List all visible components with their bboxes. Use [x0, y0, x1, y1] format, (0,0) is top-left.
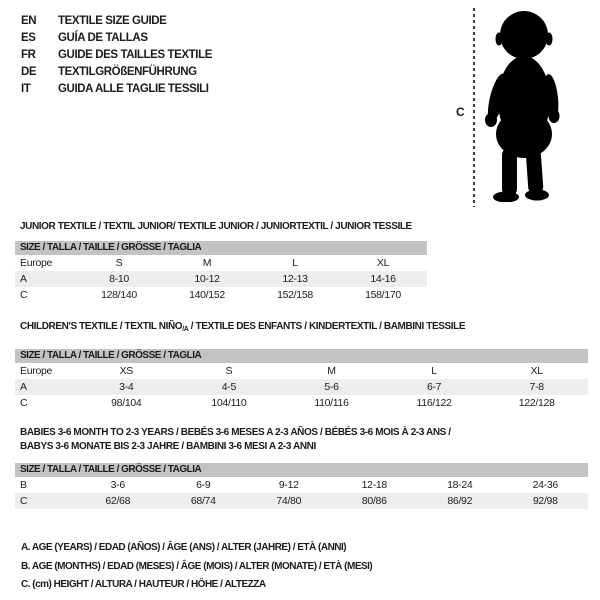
row-label: A — [20, 273, 27, 285]
language-title: GUÍA DE TALLAS — [58, 32, 148, 44]
table-cell: 86/92 — [447, 495, 473, 507]
language-title: TEXTILGRÖßENFÜHRUNG — [58, 66, 197, 78]
table-cell: 98/104 — [111, 397, 142, 409]
table-cell: XS — [119, 365, 133, 377]
table-cell: 62/68 — [105, 495, 131, 507]
table-cell: 128/140 — [101, 289, 137, 301]
table-cell: M — [202, 257, 212, 269]
language-row-de — [21, 64, 212, 81]
table-cell: 14-16 — [370, 273, 396, 285]
table-row — [15, 477, 588, 493]
junior-textile-table — [15, 220, 427, 303]
table-cell: S — [115, 257, 123, 269]
row-label: Europe — [20, 365, 53, 377]
table-cell: 4-5 — [221, 381, 237, 393]
table-cell: 158/170 — [365, 289, 401, 301]
table-cell: XL — [376, 257, 390, 269]
table-row — [15, 493, 588, 509]
table-cell: 74/80 — [276, 495, 302, 507]
table-cell: L — [292, 257, 298, 269]
table-row — [15, 363, 588, 379]
size-header-bar: SIZE / TALLA / TAILLE / GRÖSSE / TAGLIA — [15, 241, 427, 255]
language-title: GUIDE DES TAILLES TEXTILE — [58, 49, 212, 61]
table-row — [15, 255, 427, 271]
language-code: FR — [21, 49, 36, 61]
measurement-legend — [21, 539, 372, 595]
table-cell: 24-36 — [532, 479, 558, 491]
legend-line-a: A. AGE (YEARS) / EDAD (AÑOS) / ÂGE (ANS) / ALTER (JAHRE) / ETÀ (ANNI) — [21, 542, 347, 553]
language-code: EN — [21, 15, 37, 27]
language-row-it — [21, 81, 212, 98]
language-row-en — [21, 13, 212, 30]
table-cell: S — [225, 365, 233, 377]
table-cell: 3-6 — [110, 479, 125, 491]
table-cell: 104/110 — [211, 397, 247, 409]
size-header-bar: SIZE / TALLA / TAILLE / GRÖSSE / TAGLIA — [15, 463, 588, 477]
table-cell: 3-4 — [119, 381, 134, 393]
table-cell: 12-18 — [361, 479, 387, 491]
language-row-fr — [21, 47, 212, 64]
table-cell: XL — [530, 365, 543, 377]
row-label: C — [20, 495, 28, 507]
legend-line-b: B. AGE (MONTHS) / EDAD (MESES) / ÂGE (MOIS) / ALTER (MONATE) / ETÀ (MESI) — [21, 560, 373, 572]
table-cell: 5-6 — [324, 381, 339, 393]
table-cell: 6-7 — [426, 381, 442, 393]
table-title-line2: BABYS 3-6 MONATE BIS 2-3 JAHRE / BAMBINI 3-6 MESI A 2-3 ANNI — [20, 441, 316, 452]
row-label: C — [20, 397, 28, 409]
legend-line-c: C. (cm) HEIGHT / ALTURA / HAUTEUR / HÖHE / ALTEZZA — [21, 579, 266, 590]
height-measure-dotted-line — [473, 8, 475, 207]
table-cell: 7-8 — [529, 381, 544, 393]
table-cell: 152/158 — [277, 289, 313, 301]
row-label: C — [20, 289, 28, 301]
table-cell: 92/98 — [532, 495, 558, 507]
table-title-line1: BABIES 3-6 MONTH TO 2-3 YEARS / BEBÉS 3-6 MESES A 2-3 AÑOS / BÉBÉS 3-6 MOIS À 2-3 ANS / — [20, 427, 451, 438]
language-title: GUIDA ALLE TAGLIE TESSILI — [58, 83, 209, 95]
row-label: A — [20, 381, 27, 393]
title-part: / TEXTILE DES ENFANTS / KINDERTEXTIL / BAMBINI TESSILE — [188, 321, 466, 332]
table-row — [15, 271, 427, 287]
size-header-bar: SIZE / TALLA / TAILLE / GRÖSSE / TAGLIA — [15, 349, 588, 363]
table-cell: L — [431, 365, 437, 377]
table-cell: 110/116 — [314, 397, 349, 409]
table-row — [15, 379, 588, 395]
table-row — [15, 395, 588, 411]
table-row — [15, 287, 427, 303]
table-cell: 122/128 — [518, 397, 555, 409]
table-cell: 8-10 — [109, 273, 129, 285]
language-code: DE — [21, 66, 37, 78]
table-cell: 140/152 — [189, 289, 225, 301]
height-measure-label: C — [456, 105, 465, 119]
table-cell: 80/86 — [361, 495, 387, 507]
table-cell: 6-9 — [196, 479, 211, 491]
title-part: CHILDREN'S TEXTILE / TEXTIL NIÑO — [20, 321, 183, 332]
row-label: Europe — [20, 257, 53, 269]
language-title-list — [21, 13, 212, 98]
table-cell: M — [327, 365, 336, 377]
table-cell: 9-12 — [278, 479, 299, 491]
table-cell: 116/122 — [416, 397, 452, 409]
table-cell: 10-12 — [194, 273, 220, 285]
babies-textile-table — [15, 426, 588, 509]
table-title — [15, 320, 588, 337]
table-title: JUNIOR TEXTILE / TEXTIL JUNIOR/ TEXTILE JUNIOR / JUNIORTEXTIL / JUNIOR TESSILE — [20, 221, 412, 232]
table-cell: 12-13 — [282, 273, 308, 285]
table-cell: 68/74 — [190, 495, 216, 507]
toddler-silhouette-icon — [482, 10, 564, 202]
language-code: ES — [21, 32, 36, 44]
language-row-es — [21, 30, 212, 47]
title-subscript: /A — [182, 326, 189, 333]
table-cell: 18-24 — [447, 479, 473, 491]
children-textile-table — [15, 320, 588, 411]
language-code: IT — [21, 83, 31, 95]
language-title: TEXTILE SIZE GUIDE — [58, 15, 167, 27]
row-label: B — [20, 479, 27, 491]
